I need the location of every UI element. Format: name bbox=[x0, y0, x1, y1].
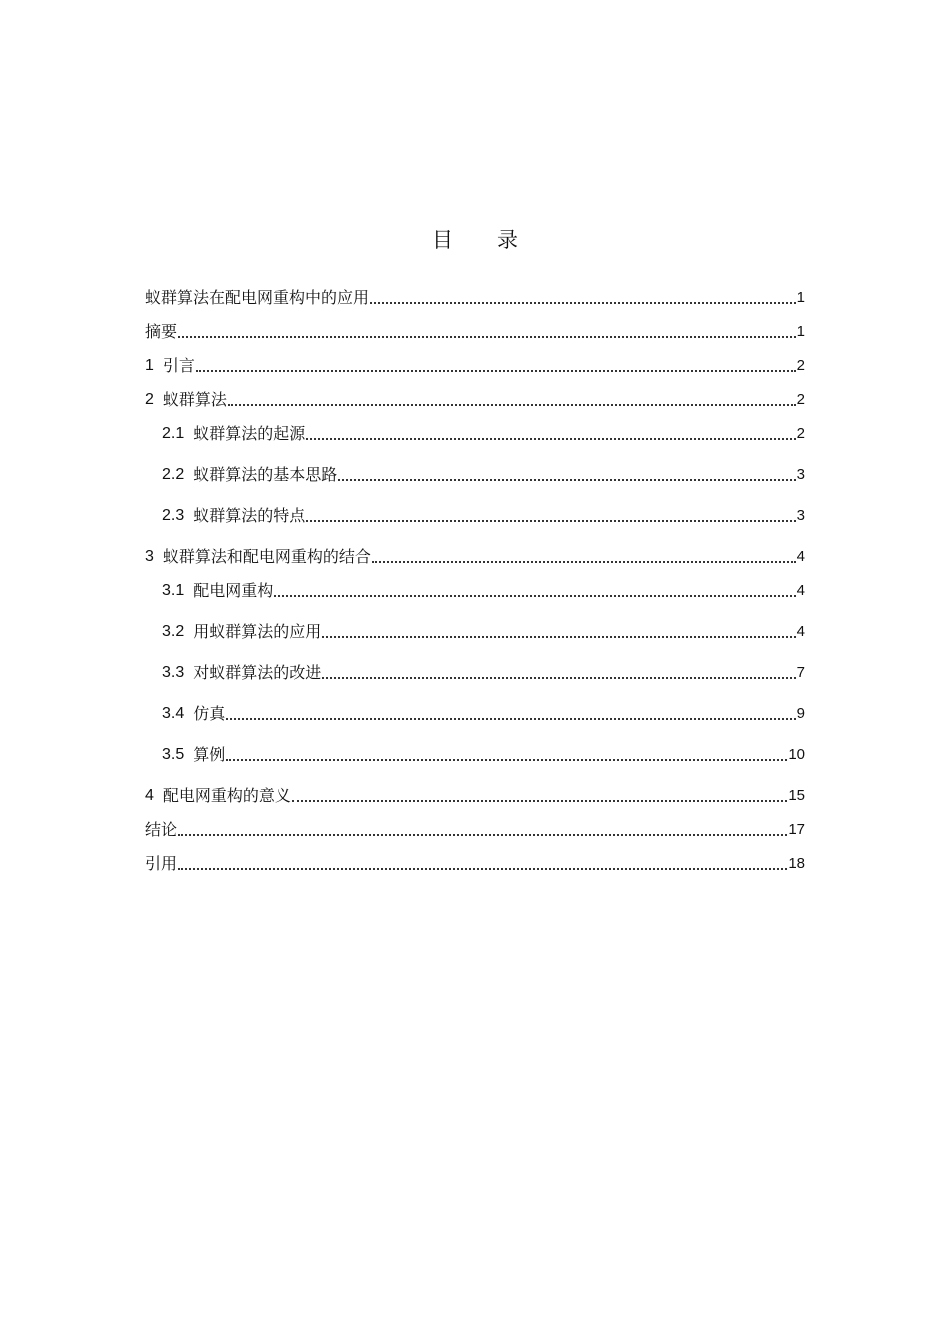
toc-leader-dots bbox=[292, 798, 787, 802]
toc-page-number: 7 bbox=[796, 664, 805, 681]
toc-entry-label: 引言 bbox=[162, 356, 195, 375]
toc-entry-number: 2.2 bbox=[162, 466, 185, 483]
toc-leader-dots bbox=[228, 402, 796, 406]
toc-page-number: 18 bbox=[788, 855, 805, 872]
toc-leader-dots bbox=[322, 634, 795, 638]
toc-entry-1[interactable] bbox=[145, 352, 805, 376]
toc-entry-3-3[interactable] bbox=[162, 659, 805, 683]
toc-entry-label: 配电网重构的意义 bbox=[162, 786, 291, 805]
toc-page-number: 1 bbox=[796, 323, 805, 340]
toc-entry-2[interactable] bbox=[145, 386, 805, 410]
toc-leader-dots bbox=[178, 866, 787, 870]
toc-page-number: 3 bbox=[796, 466, 805, 483]
toc-entry-2-2[interactable] bbox=[162, 461, 805, 485]
toc-leader-dots bbox=[322, 675, 795, 679]
toc-entry-label: 摘要 bbox=[145, 322, 178, 341]
toc-entry-number: 4 bbox=[145, 787, 154, 804]
toc-page-number: 4 bbox=[796, 623, 805, 640]
toc-entry-label: 蚁群算法在配电网重构中的应用 bbox=[145, 288, 370, 307]
toc-entry-label: 蚁群算法和配电网重构的结合 bbox=[162, 547, 371, 566]
toc-leader-dots bbox=[370, 300, 796, 304]
toc-entry-3-5[interactable] bbox=[162, 741, 805, 765]
toc-leader-dots bbox=[178, 334, 796, 338]
toc-entry-references[interactable] bbox=[145, 850, 805, 874]
toc-entry-label: 算例 bbox=[193, 745, 226, 764]
toc-entry-3-2[interactable] bbox=[162, 618, 805, 642]
toc-entry-3[interactable] bbox=[145, 543, 805, 567]
toc-entry-number: 3.3 bbox=[162, 664, 185, 681]
toc-leader-dots bbox=[178, 832, 787, 836]
toc-title bbox=[0, 224, 950, 254]
toc-entry-number: 3.2 bbox=[162, 623, 185, 640]
toc-entry-label: 引用 bbox=[145, 854, 178, 873]
toc-page-number: 10 bbox=[788, 746, 805, 763]
toc-entry-number: 2.1 bbox=[162, 425, 185, 442]
toc-entry-label: 蚁群算法的特点 bbox=[193, 506, 306, 525]
toc-entry-number: 3.1 bbox=[162, 582, 185, 599]
toc-entry-label: 蚁群算法 bbox=[162, 390, 227, 409]
toc-entry-label: 仿真 bbox=[193, 704, 226, 723]
toc-leader-dots bbox=[306, 518, 795, 522]
toc-page-number: 4 bbox=[796, 582, 805, 599]
toc-leader-dots bbox=[306, 436, 795, 440]
toc-entry-label: 蚁群算法的起源 bbox=[193, 424, 306, 443]
toc-entry-label: 配电网重构 bbox=[193, 581, 274, 600]
toc-leader-dots bbox=[338, 477, 795, 481]
toc-entry-title[interactable] bbox=[145, 284, 805, 308]
toc-leader-dots bbox=[274, 593, 795, 597]
toc-entry-abstract[interactable] bbox=[145, 318, 805, 342]
toc-entry-label: 结论 bbox=[145, 820, 178, 839]
toc-page-number: 17 bbox=[788, 821, 805, 838]
toc-entry-number: 3 bbox=[145, 548, 154, 565]
toc-entry-2-3[interactable] bbox=[162, 502, 805, 526]
toc-leader-dots bbox=[372, 559, 796, 563]
toc-entry-label: 对蚁群算法的改进 bbox=[193, 663, 322, 682]
toc-title-char-2: 录 bbox=[497, 228, 518, 252]
toc-page-number: 9 bbox=[796, 705, 805, 722]
toc-leader-dots bbox=[226, 716, 795, 720]
toc-page-number: 2 bbox=[796, 391, 805, 408]
toc-entry-number: 2.3 bbox=[162, 507, 185, 524]
toc-page-number: 3 bbox=[796, 507, 805, 524]
toc-entry-3-4[interactable] bbox=[162, 700, 805, 724]
toc-page-number: 4 bbox=[796, 548, 805, 565]
toc-page-number: 15 bbox=[788, 787, 805, 804]
toc-entry-label: 蚁群算法的基本思路 bbox=[193, 465, 338, 484]
toc-entry-number: 1 bbox=[145, 357, 154, 374]
toc-entry-conclusion[interactable] bbox=[145, 816, 805, 840]
toc-entry-label: 用蚁群算法的应用 bbox=[193, 622, 322, 641]
toc-page-number: 2 bbox=[796, 357, 805, 374]
toc-entry-number: 3.4 bbox=[162, 705, 185, 722]
toc-page-number: 1 bbox=[796, 289, 805, 306]
toc-page-number: 2 bbox=[796, 425, 805, 442]
toc-leader-dots bbox=[226, 757, 787, 761]
toc-entry-number: 3.5 bbox=[162, 746, 185, 763]
toc-entry-number: 2 bbox=[145, 391, 154, 408]
toc-leader-dots bbox=[196, 368, 796, 372]
toc-title-char-1: 目 bbox=[432, 228, 453, 252]
toc-entry-4[interactable] bbox=[145, 782, 805, 806]
toc-entry-2-1[interactable] bbox=[162, 420, 805, 444]
toc-entry-3-1[interactable] bbox=[162, 577, 805, 601]
